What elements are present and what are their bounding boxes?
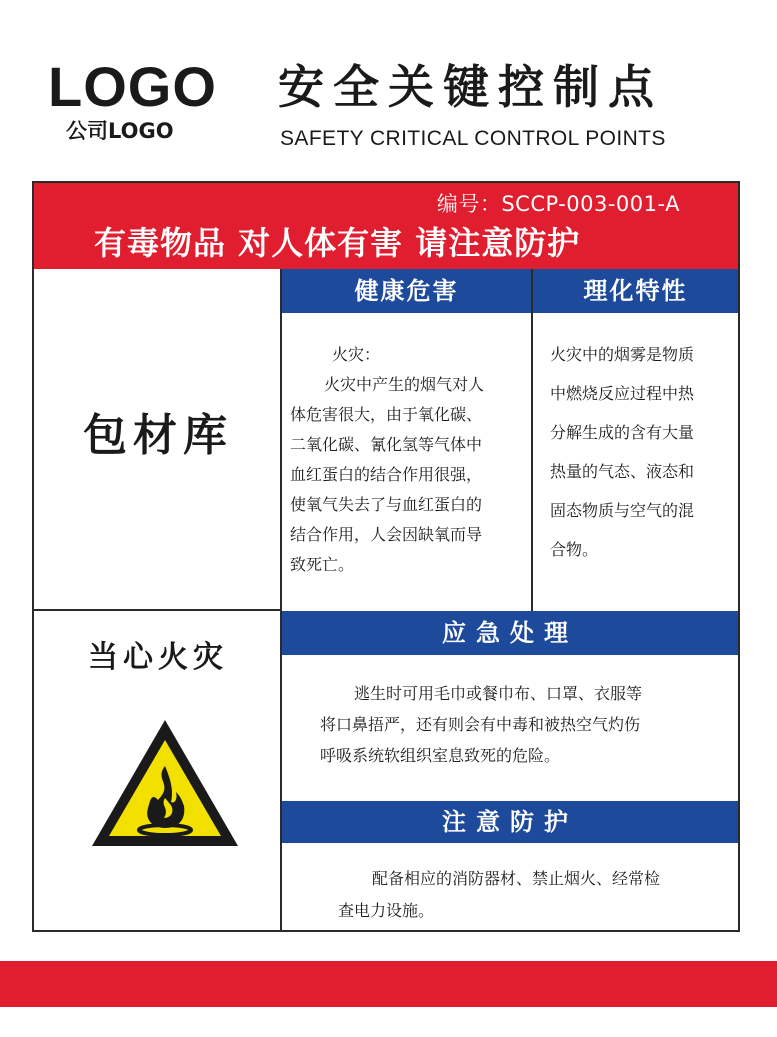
properties-heading: 理化特性 [533,269,738,313]
properties-text [550,335,730,569]
health-hazard-line: 二氧化碳、氰化氢等气体中 [290,435,483,454]
emergency-heading: 应急处理 [282,611,738,655]
row-divider-left [34,609,282,611]
health-hazard-line: 致死亡。 [290,555,355,574]
health-hazard-heading: 健康危害 [282,269,531,313]
protection-heading: 注意防护 [282,801,738,843]
warning-banner [34,183,738,269]
emergency-line: 逃生时可用毛巾或餐巾布、口罩、衣服等 [354,684,643,703]
health-hazard-line: 结合作用，人会因缺氧而导 [290,525,483,544]
control-point-board [32,181,740,932]
protection-line: 配备相应的消防器材、禁止烟火、经常检 [372,869,661,888]
company-logo-caption: 公司LOGO [66,119,174,143]
warning-headline: 有毒物品 对人体有害 请注意防护 [94,224,581,262]
properties-line: 固态物质与空气的混 [550,501,695,520]
protection-line: 查电力设施。 [338,901,435,920]
document-code: 编号：SCCP-003-001-A [436,192,680,216]
health-hazard-text [290,340,528,580]
footer-red-bar [0,961,777,1007]
properties-line: 分解生成的含有大量 [550,423,695,442]
health-hazard-line: 使氧气失去了与血红蛋白的 [290,495,483,514]
column-divider-info [531,269,533,611]
health-hazard-line: 火灾中产生的烟气对人 [324,375,485,394]
emergency-line: 将口鼻捂严，还有则会有中毒和被热空气灼伤 [320,715,641,734]
health-hazard-line: 火灾： [332,345,381,364]
properties-line: 热量的气态、液态和 [550,462,695,481]
company-logo: LOGO [48,55,217,118]
properties-line: 中燃烧反应过程中热 [550,384,695,403]
fire-warning-triangle-icon [90,718,240,848]
emergency-line: 呼吸系统软组织室息致死的危险。 [320,746,561,765]
caution-label: 当心火灾 [88,640,228,675]
health-hazard-line: 血红蛋白的结合作用很强， [290,465,483,484]
properties-line: 火灾中的烟雾是物质 [550,345,695,364]
properties-line: 合物。 [550,540,599,559]
page-subtitle: SAFETY CRITICAL CONTROL POINTS [280,127,666,150]
page-title: 安全关键控制点 [278,60,663,114]
location-label: 包材库 [83,410,233,461]
health-hazard-line: 体危害很大，由于氧化碳、 [290,405,483,424]
protection-text [338,863,734,927]
emergency-text [320,678,734,771]
